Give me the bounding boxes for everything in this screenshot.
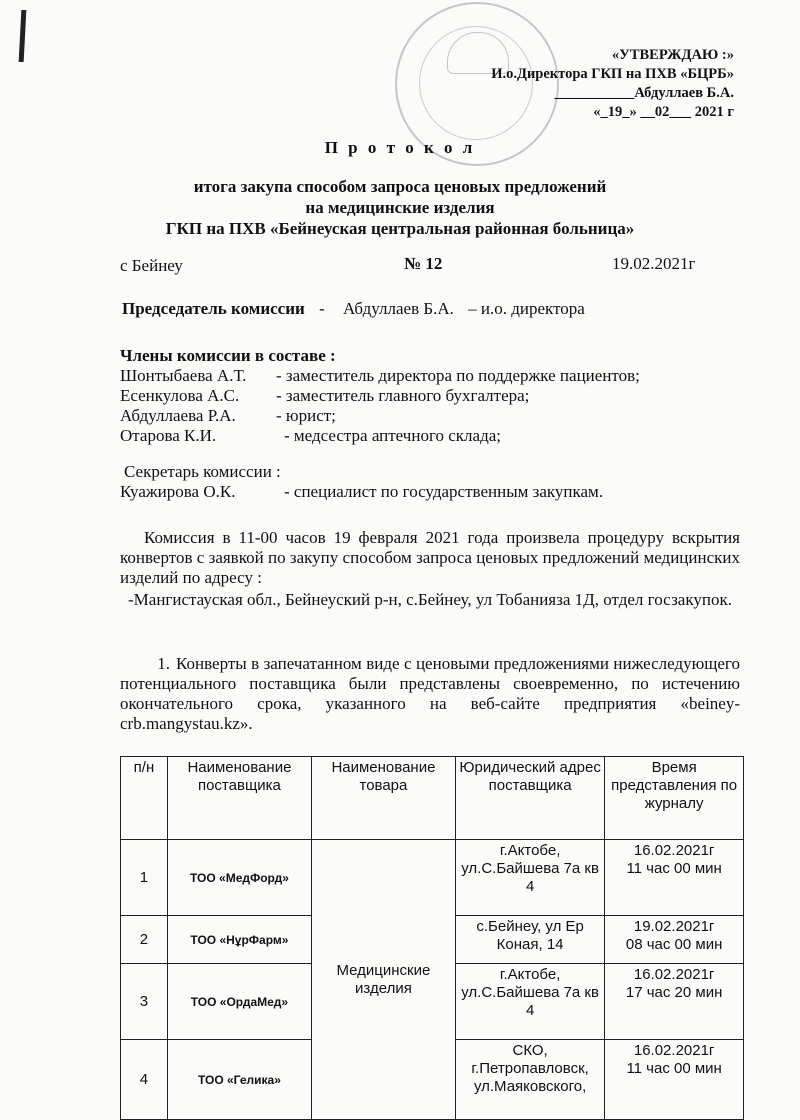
col-header-address: Юридический адрес поставщика [455, 757, 604, 840]
cell-supplier: ТОО «Гелика» [167, 1040, 311, 1120]
cell-time [605, 916, 744, 964]
approver-signature-line: ___________Абдуллаев Б.А. [554, 85, 734, 101]
subtitle-line-2: на медицинские изделия [305, 198, 495, 217]
document-subtitle [0, 176, 800, 239]
item-1-number: 1. [157, 654, 170, 673]
table-header-row [121, 757, 744, 840]
approval-date: «_19_» __02___ 2021 г [593, 104, 734, 120]
chairman-name: Абдуллаев Б.А. [342, 299, 454, 318]
subtitle-line-3: ГКП на ПХВ «Бейнеуская центральная районная больница» [165, 219, 635, 238]
secretary-name: Куажирова О.К. [120, 482, 236, 501]
member-role: - заместитель главного бухгалтера; [276, 386, 530, 405]
subtitle-line-1: итога закупа способом запроса ценовых предложений [193, 177, 607, 196]
protocol-date: 19.02.2021г [612, 254, 696, 273]
cell-address: с.Бейнеу, ул Ер Коная, 14 [455, 916, 604, 964]
cell-time [605, 964, 744, 1040]
cell-date: 16.02.2021г [633, 842, 715, 859]
table-row [121, 840, 744, 916]
cell-index: 4 [121, 1040, 168, 1120]
cell-address: СКО, г.Петропавловск, ул.Маяковского, [455, 1040, 604, 1120]
cell-index: 2 [121, 916, 168, 964]
member-name: Есенкулова А.С. [120, 386, 240, 405]
chairman-label: Председатель комиссии [122, 299, 305, 318]
document-title: П р о т о к о л [324, 138, 476, 157]
cell-time [605, 840, 744, 916]
member-row [120, 366, 640, 386]
cell-address: г.Актобе, ул.С.Байшева 7а кв 4 [455, 964, 604, 1040]
member-name: Абдуллаева Р.А. [120, 406, 236, 425]
item-1-paragraph [120, 654, 740, 734]
cell-date: 16.02.2021г [633, 966, 715, 983]
chairman-role: – и.о. директора [468, 299, 585, 318]
cell-index: 1 [121, 840, 168, 916]
approver-position: И.о.Директора ГКП на ПХВ «БЦРБ» [491, 66, 734, 82]
col-header-index: п/н [121, 757, 168, 840]
cell-address: г.Актобе, ул.С.Байшева 7а кв 4 [455, 840, 604, 916]
member-role: - медсестра аптечного склада; [284, 426, 502, 445]
address-paragraph: -Мангистауская обл., Бейнеуский р-н, с.Бейнеу, ул Тобанияза 1Д, отдел госзакупок. [128, 590, 732, 609]
approve-label: «УТВЕРЖДАЮ :» [611, 47, 734, 63]
cell-time [605, 1040, 744, 1120]
chairman-line [122, 299, 585, 319]
cell-index: 3 [121, 964, 168, 1040]
cell-hour: 17 час 20 мин [625, 984, 723, 1001]
cell-supplier: ТОО «НұрФарм» [167, 916, 311, 964]
member-row [120, 426, 502, 446]
protocol-number: № 12 [404, 254, 443, 273]
member-row [120, 406, 336, 426]
cell-hour: 11 час 00 мин [626, 860, 722, 877]
cell-goods: Медицинские изделия [311, 840, 455, 1120]
chairman-separator: - [319, 299, 325, 318]
members-heading: Члены комиссии в составе : [120, 346, 336, 365]
item-1-text: Конверты в запечатанном виде с ценовыми предложениями нижеследующего потенциального поставщика были представлены своевременно, по истечению окончательного срока, указанного на веб-сайте предприятия «beiney-crb.mangystau.kz». [120, 654, 740, 733]
member-row [120, 386, 530, 406]
approval-block [491, 46, 734, 122]
margin-mark [19, 10, 27, 62]
suppliers-table [120, 756, 744, 1120]
member-role: - юрист; [276, 406, 336, 425]
commission-members [120, 346, 640, 502]
secretary-heading: Секретарь комиссии : [124, 462, 281, 481]
col-header-time: Время представления по журналу [605, 757, 744, 840]
cell-date: 19.02.2021г [633, 918, 715, 935]
secretary-role: - специалист по государственным закупкам. [284, 482, 604, 501]
cell-date: 16.02.2021г [633, 1042, 715, 1059]
opening-paragraph: Комиссия в 11-00 часов 19 февраля 2021 года произвела процедуру вскрытия конвертов с заявкой по закупу способом запроса ценовых предложений медицинских изделий по адресу : [120, 528, 740, 587]
cell-supplier: ТОО «ОрдаМед» [167, 964, 311, 1040]
col-header-goods: Наименование товара [311, 757, 455, 840]
secretary-row [120, 482, 604, 502]
member-role: - заместитель директора по поддержке пациентов; [276, 366, 640, 385]
member-name: Шонтыбаева А.Т. [120, 366, 247, 385]
cell-hour: 11 час 00 мин [626, 1060, 722, 1077]
col-header-supplier: Наименование поставщика [167, 757, 311, 840]
cell-hour: 08 час 00 мин [625, 936, 723, 953]
member-name: Отарова К.И. [120, 426, 217, 445]
protocol-place: с Бейнеу [120, 256, 183, 275]
cell-supplier: ТОО «МедФорд» [167, 840, 311, 916]
